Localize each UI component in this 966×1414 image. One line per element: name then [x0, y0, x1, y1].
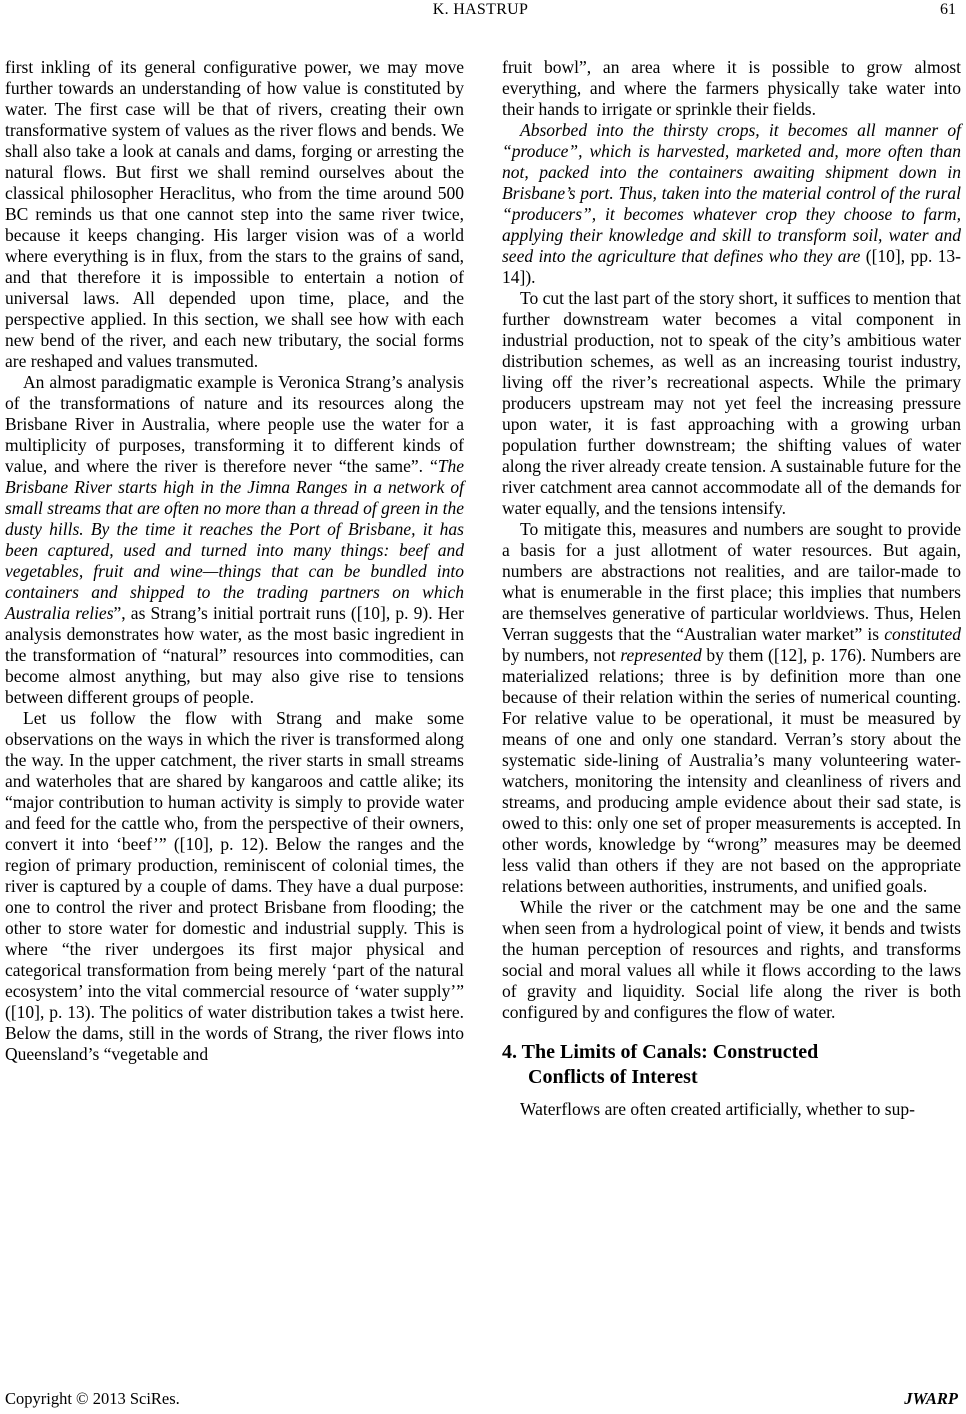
journal-abbreviation: JWARP	[904, 1389, 958, 1408]
italic-text-run: The Brisbane River starts high in the Jimna Ranges in a network of small streams that are often no more than a thread of green in the dusty hills. By the time it reaches the Port of Brisbane, it has been captured, used and turned into many things: beef and vegetables, fruit and wine—things that can be bundled into containers and shipped to the trading partners on which Australia relies	[5, 456, 465, 623]
text-run: An almost paradigmatic example is Veronica Strang’s analysis of the transformations of nature and its resources along the Brisbane River in Australia, where people use the water for a multiplicity of purposes, transforming it to different kinds of value, and where the river is therefore never “the same”. “	[5, 372, 464, 476]
paragraph	[5, 57, 464, 372]
text-run: While the river or the catchment may be one and the same when seen from a hydrological point of view, it bends and twists the human perception of resources and rights, and transforms social and moral values all while it flows according to the laws of gravity and liquidity. Social life along the river is both configured by and configures the flow of water.	[502, 897, 961, 1022]
text-run: first inkling of its general configurative power, we may move further towards an understanding of how value is constituted by water. The first case will be that of rivers, creating their own transformative system of values as the river flows and bends. We shall also take a look at canals and dams, forging or arresting the natural flows. But first we shall remind ourselves about the classical philosopher Heraclitus, who from the time around 500 BC reminds us that one cannot step into the same river twice, because it keeps changing. His larger vision was of a world where everything is in flux, from the stars to the grains of sand, and that therefore it is impossible to entertain a notion of universal laws. All depended upon time, place, and the perspective applied. In this section, we shall see how with each new bend of the river, and each new tributary, the social forms are reshaped and values transmuted.	[5, 57, 464, 371]
italic-text-run: Absorbed into the thirsty crops, it becomes all manner of “produce”, which is harvested, marketed and, more often than not, packed into the containers awaiting shipment down in Brisbane’s port. Thus, taken into the material control of the rural “producers”, it becomes whatever crop they choose to farm, applying their knowledge and skill to transform soil, water and seed into the agriculture that defines who they are	[502, 120, 961, 266]
section-heading-line: Conflicts of Interest	[528, 1065, 698, 1088]
paragraph	[5, 372, 464, 708]
paragraph	[502, 1099, 961, 1120]
text-run: Waterflows are often created artificially, whether to sup-	[520, 1099, 915, 1119]
paragraph	[5, 708, 464, 1065]
text-run: by them ([12], p. 176). Numbers are materialized relations; three is by definition more than one because of their relation within the series of numerical counting. For relative value to be operational, it must be measured by means of one and only one standard. Verran’s story about the systematic side-lining of Australia’s many volunteering water-watchers, monitoring the intensity and cleanliness of rivers and streams, and producing ample evidence about their sad state, is owed to this: only one set of proper measurements is accepted. In other words, knowledge by “wrong” measures may be deemed less valid than others if they are not based on the appropriate relations between authorities, instruments, and unified goals.	[502, 645, 961, 896]
text-run: To mitigate this, measures and numbers are sought to provide a basis for a just allotment of water resources. But again, numbers are abstractions not realities, and are tailor-made to what is enumerable in the first place; this implies that numbers are themselves generative of particular worldviews. Thus, Helen Verran suggests that the “Australian water market” is	[502, 519, 961, 644]
italic-text-run: represented	[620, 645, 702, 665]
page-footer	[5, 1389, 958, 1409]
text-run: To cut the last part of the story short, it suffices to mention that further downstream water becomes a vital component in industrial production, not to speak of the city’s ambitious water distribution schemes, as well as an increasing tourist industry, living off the river’s recreational aspects. While the primary producers upstream may not yet feel the increasing pressure upon water, it is fast approaching with a growing urban population further downstream; the shifting values of water along the river already create tension. A sustainable future for the river catchment area cannot accommodate all of the demands for water equally, and the tensions intensify.	[502, 288, 961, 518]
paragraph	[502, 288, 961, 519]
text-run: fruit bowl”, an area where it is possible to grow almost everything, and where the farmers physically take water into their hands to irrigate or sprinkle their fields.	[502, 57, 961, 119]
text-run: ([10], pp. 13-14]).	[502, 246, 961, 287]
running-head	[5, 1, 956, 23]
section-heading	[502, 1040, 961, 1089]
text-run: Let us follow the flow with Strang and make some observations on the ways in which the river is transformed along the way. In the upper catchment, the river starts in small streams and waterholes that are shared by kangaroos and cattle alike; its “major contribution to human activity is simply to provide water and feed for the cattle who, from the perspective of their owners, convert it into ‘beef’” ([10], p. 12). Below the ranges and the region of primary production, reminiscent of colonial times, the river is captured by a couple of dams. They have a dual purpose: one to control the river and protect Brisbane from flooding; the other to store water for domestic and industrial supply. This is where “the river undergoes its first major physical and categorical transformation from being merely ‘part of the natural ecosystem’ into the vital commercial resource of ‘water supply’” ([10], p. 13). The politics of water distribution takes a twist here. Below the dams, still in the words of Strang, the river flows into Queensland’s “vegetable and	[5, 708, 464, 1064]
right-column	[502, 57, 961, 1120]
text-run: ”, as Strang’s initial portrait runs ([10], p. 9). Her analysis demonstrates how water, as the most basic ingredient in the transformation of “natural” resources into commodities, can become almost anything, but may also give rise to tensions between different groups of people.	[5, 603, 464, 707]
copyright-notice: Copyright © 2013 SciRes.	[5, 1389, 180, 1408]
text-run: by numbers, not	[502, 645, 621, 665]
paragraph	[502, 519, 961, 897]
paragraph	[502, 120, 961, 288]
left-column	[5, 57, 464, 1120]
page-number: 61	[940, 1, 956, 18]
section-heading-line: 4. The Limits of Canals: Constructed	[502, 1041, 819, 1063]
paragraph	[502, 897, 961, 1023]
two-column-body	[5, 57, 961, 1120]
paragraph	[502, 57, 961, 120]
italic-text-run: constituted	[884, 624, 961, 644]
running-head-author: K. HASTRUP	[432, 1, 529, 18]
